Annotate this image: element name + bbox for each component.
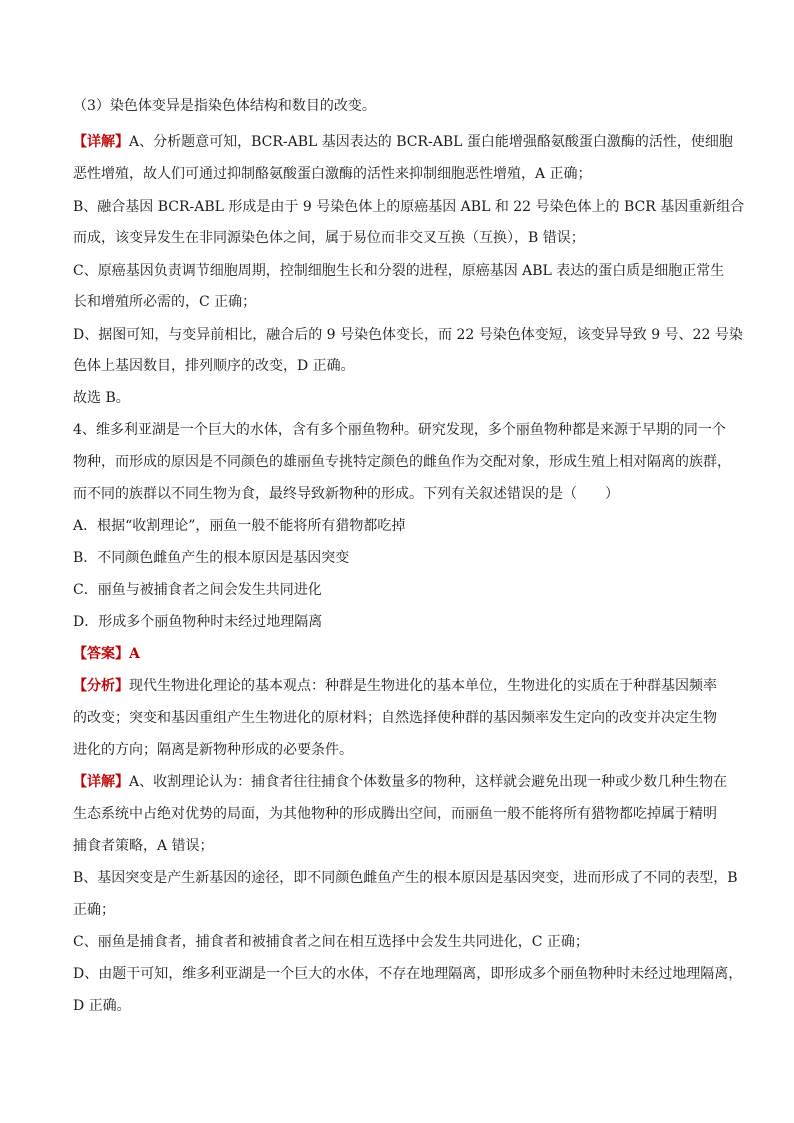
detail-tag: 【详解】 (73, 134, 129, 150)
q4-analysis-line3 (73, 740, 353, 760)
q4-analysis-line1 (73, 676, 717, 696)
q3-detail-d-line2 (73, 356, 355, 376)
point-3 (73, 96, 376, 116)
q3-choice-text: 故选 B。 (73, 390, 130, 406)
q4-detail-a-line2 (73, 804, 717, 824)
answer-tag: 【答案】 (73, 646, 129, 662)
q4-detail-tag: 【详解】 (73, 774, 129, 790)
q4-detail-a-line1 (73, 772, 727, 792)
q4-stem-text2: 物种，而形成的原因是不同颜色的雄丽鱼专挑特定颜色的雌鱼作为交配对象，形成生殖上相对隔离的族群， (73, 454, 731, 470)
q4-stem-text1: 4、维多利亚湖是一个巨大的水体，含有多个丽鱼物种。研究发现，多个丽鱼物种都是来源于早期的同一个 (73, 422, 726, 438)
q3-detail-a-text2: 恶性增殖，故人们可通过抑制酪氨酸蛋白激酶的活性来抑制细胞恶性增殖，A 正确； (73, 166, 592, 182)
q3-detail-c-text1: C、原癌基因负责调节细胞周期，控制细胞生长和分裂的进程，原癌基因 ABL 表达的蛋白质是细胞正常生 (73, 263, 725, 279)
q3-detail-c-line1 (73, 261, 724, 281)
point-3-text: （3）染色体变异是指染色体结构和数目的改变。 (73, 98, 376, 114)
q3-detail-a-line2 (73, 164, 592, 184)
q3-detail-c-text2: 长和增殖所必需的，C 正确； (73, 294, 257, 310)
q4-analysis-line2 (73, 708, 717, 728)
q4-stem-text3: 而不同的族群以不同生物为食，最终导致新物种的形成。下列有关叙述错误的是（ ） (73, 486, 619, 502)
q3-detail-d-text1: D、据图可知，与变异前相比，融合后的 9 号染色体变长，而 22 号染色体变短，该变异导致 9 号、22 号染 (73, 327, 743, 343)
answer-value: A (129, 646, 140, 662)
q4-option-d-text: D．形成多个丽鱼物种时未经过地理隔离 (73, 614, 323, 630)
q4-analysis-text3: 进化的方向；隔离是新物种形成的必要条件。 (73, 742, 353, 758)
q3-choice (73, 388, 130, 408)
q4-detail-b-line2 (73, 900, 115, 920)
q4-detail-a-line3 (73, 836, 214, 856)
q4-detail-c-text1: C、丽鱼是捕食者，捕食者和被捕食者之间在相互选择中会发生共同进化，C 正确； (73, 934, 589, 950)
q3-detail-b-text2: 而成，该变异发生在非同源染色体之间，属于易位而非交叉互换（互换），B 错误； (73, 230, 585, 246)
q4-detail-d-line1 (73, 964, 742, 984)
analysis-tag: 【分析】 (73, 678, 129, 694)
q4-option-c-text: C．丽鱼与被捕食者之间会发生共同进化 (73, 582, 322, 598)
q4-analysis-text1: 现代生物进化理论的基本观点：种群是生物进化的基本单位，生物进化的实质在于种群基因频率 (129, 678, 717, 694)
q3-detail-a-text1: A、分析题意可知，BCR-ABL 基因表达的 BCR-ABL 蛋白能增强酪氨酸蛋白激酶的活性，使细胞 (129, 134, 733, 150)
q4-stem-line3 (73, 484, 619, 504)
q3-detail-b-line1 (73, 197, 744, 217)
q4-analysis-text2: 的改变；突变和基因重组产生生物进化的原材料；自然选择使种群的基因频率发生定向的改变并决定生物 (73, 710, 717, 726)
q4-detail-b-line1 (73, 868, 738, 888)
q4-option-a-text: A．根据“收割理论”，丽鱼一般不能将所有猎物都吃掉 (73, 518, 406, 534)
q4-option-c (73, 580, 322, 600)
q4-detail-b-text1: B、基因突变是产生新基因的途径，即不同颜色雌鱼产生的根本原因是基因突变，进而形成了不同的表型，B (73, 870, 738, 886)
q4-detail-d-text2: D 正确。 (73, 998, 131, 1014)
q4-detail-c-line1 (73, 932, 589, 952)
q4-detail-a-text1: A、收割理论认为：捕食者往往捕食个体数量多的物种，这样就会避免出现一种或少数几种生物在 (129, 774, 728, 790)
q4-detail-d-text1: D、由题干可知，维多利亚湖是一个巨大的水体，不存在地理隔离，即形成多个丽鱼物种时未经过地理隔离， (73, 966, 743, 982)
q3-detail-b-text1: B、融合基因 BCR-ABL 形成是由于 9 号染色体上的原癌基因 ABL 和 22 号染色体上的 BCR 基因重新组合 (73, 199, 745, 215)
q4-stem-line2 (73, 452, 731, 472)
q3-detail-c-line2 (73, 292, 256, 312)
q4-detail-d-line2 (73, 996, 131, 1016)
q4-answer (73, 644, 140, 664)
q3-detail-a-line1 (73, 132, 733, 152)
q4-detail-a-text3: 捕食者策略，A 错误； (73, 838, 214, 854)
q4-detail-a-text2: 生态系统中占绝对优势的局面，为其他物种的形成腾出空间，而丽鱼一般不能将所有猎物都吃掉属于精明 (73, 806, 717, 822)
q3-detail-d-line1 (73, 325, 743, 345)
q4-option-a (73, 516, 405, 536)
q4-detail-b-text2: 正确； (73, 902, 115, 918)
q3-detail-d-text2: 色体上基因数目，排列顺序的改变，D 正确。 (73, 358, 355, 374)
q4-option-b-text: B．不同颜色雌鱼产生的根本原因是基因突变 (73, 550, 350, 566)
q4-option-b (73, 548, 349, 568)
q4-stem-line1 (73, 420, 726, 440)
q3-detail-b-line2 (73, 228, 585, 248)
q4-option-d (73, 612, 322, 632)
